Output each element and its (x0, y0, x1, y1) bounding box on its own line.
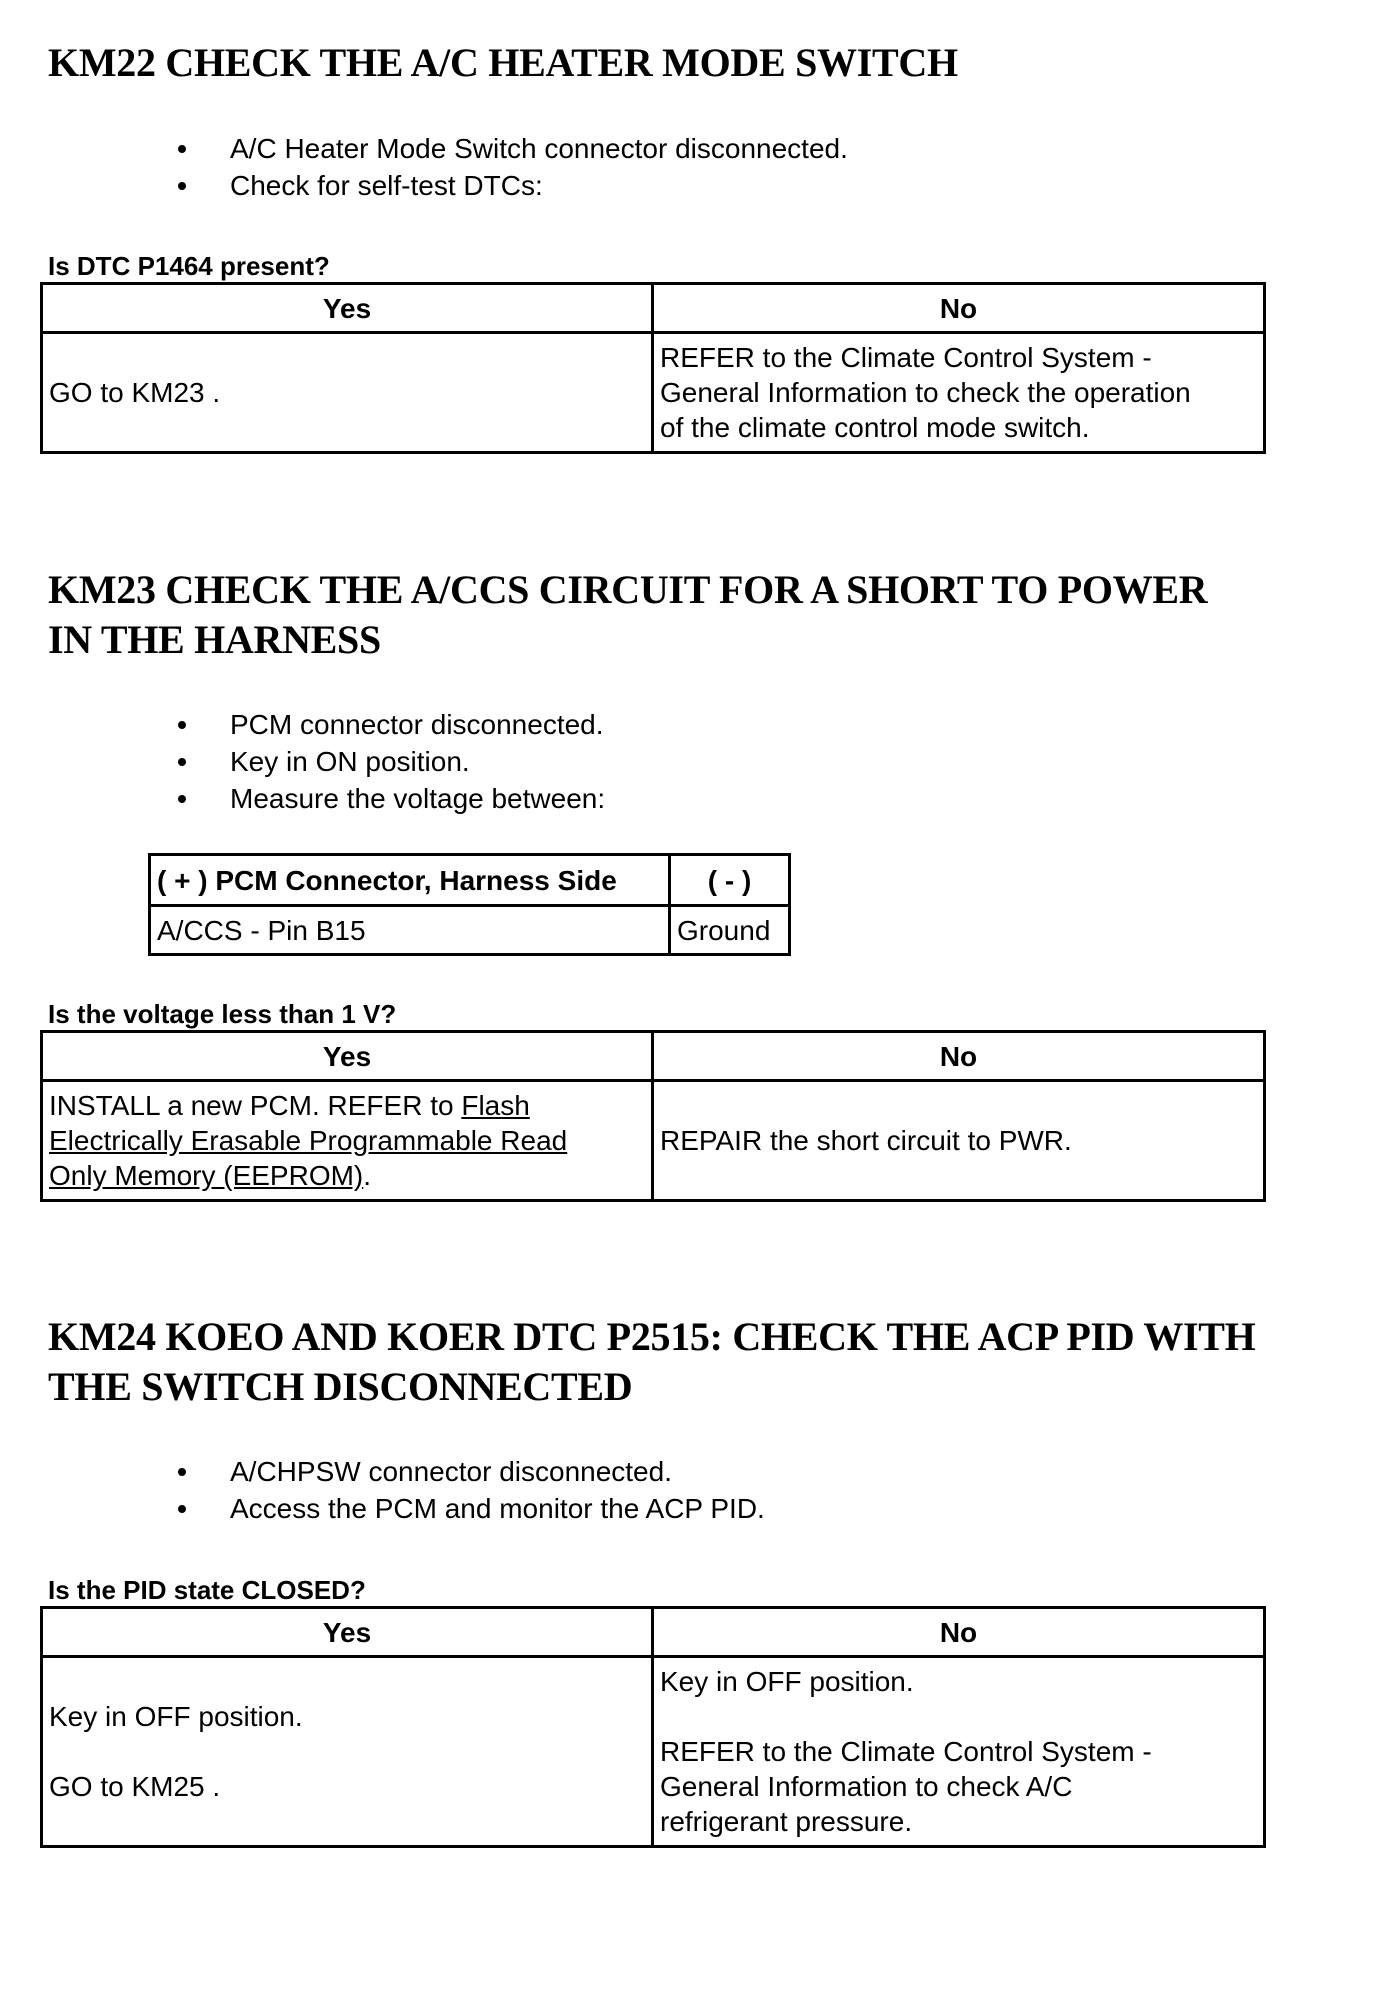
section-km24-question: Is the PID state CLOSED? (48, 1575, 366, 1605)
no-cell-line: General Information to check the operation (660, 377, 1191, 408)
yes-cell (42, 1081, 653, 1201)
title-line: IN THE HARNESS (48, 617, 381, 662)
no-cell (653, 1081, 1265, 1201)
link-line[interactable]: Only Memory (EEPROM) (49, 1160, 364, 1191)
no-cell-line: Key in OFF position. (660, 1666, 914, 1697)
no-cell-line: REFER to the Climate Control System - (660, 1736, 1152, 1767)
yes-header: Yes (42, 284, 653, 333)
yes-header: Yes (42, 1608, 653, 1657)
section-km24-result-table (40, 1606, 1266, 1848)
yes-cell-suffix: . (363, 1160, 372, 1191)
bullet-item: A/C Heater Mode Switch connector disconnected. (170, 130, 848, 167)
section-km23-title (48, 565, 1378, 665)
no-cell-line: REFER to the Climate Control System - (660, 342, 1152, 373)
section-km22-question: Is DTC P1464 present? (48, 251, 330, 281)
yes-cell-text: GO to KM23 . (49, 377, 221, 408)
no-cell (653, 333, 1265, 453)
measurement-table (148, 853, 791, 956)
section-km22-result-table (40, 282, 1266, 454)
bullet-item: Key in ON position. (170, 743, 605, 780)
section-km22-bullets (170, 130, 848, 204)
section-km24-bullets (170, 1453, 765, 1527)
link-line[interactable]: Flash (461, 1090, 530, 1121)
yes-cell (42, 333, 653, 453)
no-cell-line: refrigerant pressure. (660, 1806, 913, 1837)
title-line: THE SWITCH DISCONNECTED (48, 1364, 633, 1409)
link-line[interactable]: Electrically Erasable Programmable Read (49, 1125, 568, 1156)
section-km23-question: Is the voltage less than 1 V? (48, 999, 397, 1029)
bullet-item: Check for self-test DTCs: (170, 167, 848, 204)
yes-cell-prefix: INSTALL a new PCM. REFER to (49, 1090, 462, 1121)
section-km24-title (48, 1312, 1378, 1412)
title-line: KM24 KOEO AND KOER DTC P2515: CHECK THE ACP PID WITH (48, 1314, 1256, 1359)
yes-header: Yes (42, 1032, 653, 1081)
no-header: No (653, 1032, 1265, 1081)
plus-header: ( + ) PCM Connector, Harness Side (150, 855, 670, 906)
yes-cell (42, 1657, 653, 1847)
minus-value: Ground (670, 906, 790, 955)
bullet-item: Access the PCM and monitor the ACP PID. (170, 1490, 765, 1527)
section-km23-result-table (40, 1030, 1266, 1202)
bullet-item: Measure the voltage between: (170, 780, 605, 817)
bullet-item: A/CHPSW connector disconnected. (170, 1453, 765, 1490)
yes-cell-line: GO to KM25 . (49, 1771, 221, 1802)
no-header: No (653, 1608, 1265, 1657)
no-header: No (653, 284, 1265, 333)
section-km22-title: KM22 CHECK THE A/C HEATER MODE SWITCH (48, 40, 958, 85)
minus-header: ( - ) (670, 855, 790, 906)
no-cell-line: General Information to check A/C (660, 1771, 1073, 1802)
title-line: KM23 CHECK THE A/CCS CIRCUIT FOR A SHORT TO POWER (48, 567, 1208, 612)
bullet-item: PCM connector disconnected. (170, 706, 605, 743)
no-cell-text: REPAIR the short circuit to PWR. (660, 1125, 1072, 1156)
section-km23-bullets (170, 706, 605, 817)
no-cell-line: of the climate control mode switch. (660, 412, 1090, 443)
no-cell (653, 1657, 1265, 1847)
plus-value: A/CCS - Pin B15 (150, 906, 670, 955)
yes-cell-line: Key in OFF position. (49, 1701, 303, 1732)
